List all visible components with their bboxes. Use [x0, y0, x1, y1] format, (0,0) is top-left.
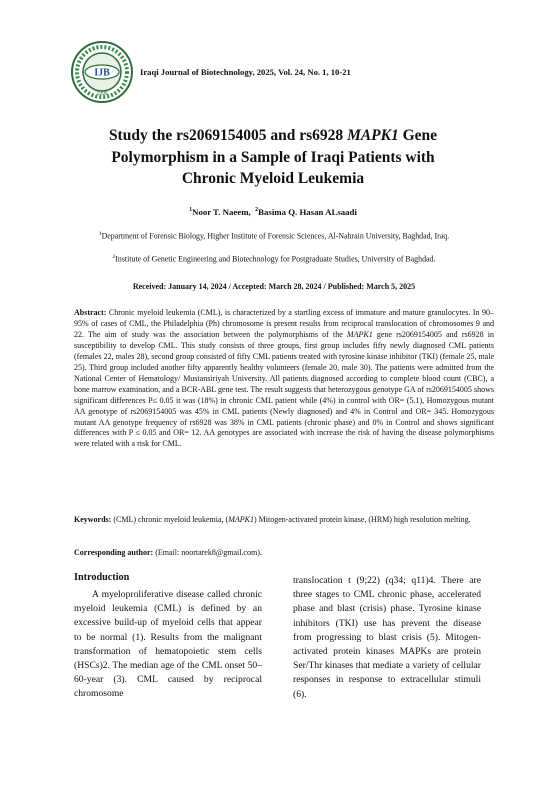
abstract-gene: MAPK1 [346, 329, 373, 339]
publication-dates: Received: January 14, 2024 / Accepted: March 28, 2024 / Published: March 5, 2025 [132, 282, 416, 291]
title-gene: MAPK1 [347, 127, 399, 144]
introduction-heading: Introduction [74, 572, 130, 583]
abstract-label: Abstract: [74, 308, 107, 317]
affiliation-1-mark: 1 [98, 231, 102, 237]
affiliation-1 [74, 229, 474, 242]
logo-text: IJB [94, 67, 110, 79]
keywords [74, 515, 494, 526]
corresponding-label: Corresponding author: [74, 548, 154, 557]
keywords-label: Keywords: [74, 515, 112, 524]
corresponding-email: (Email: noortarek8@gmail.com). [153, 548, 262, 557]
journal-citation: Iraqi Journal of Biotechnology, 2025, Vol. 24, No. 1, 10-21 [140, 67, 351, 77]
author2-name: Basima Q. Hasan ALsaadi [258, 207, 357, 217]
keywords-text-a: (CML) chronic myeloid leukemia, ( [111, 515, 229, 524]
introduction-left-text: A myeloproliferative disease called chronic myeloid leukemia (CML) is defined by an excessive build-up of myeloid cells that appear to be normal (1). Results from the malignant transformation of hematopoietic stem cells (HSCs)2. The median age of the CML onset 50–60-year (3). CML caused by reciprocal chromosome [74, 589, 262, 700]
affiliation-2-text: Institute of Genetic Engineering and Biotechnology for Postgraduate Studies, University of Baghdad. [115, 254, 436, 264]
journal-seal-icon [70, 40, 134, 104]
introduction-left-column [74, 588, 262, 702]
title-line3: Chronic Myeloid Leukemia [181, 170, 365, 187]
author1-name: Noor T. Naeem, [192, 207, 251, 217]
introduction-right-text: translocation t (9;22) (q34; q11)4. There are three stages to CML chronic phase, accelerated phase and blast (crisis) phase. Tyrosine kinase inhibitors (TKI) use has prevent the disease from progressing to blast crisis (5). Mitogen-activated protein kinases MAPKs are protein Ser/Thr kinases that mediate a variety of cellular responses in response to extracellular stimuli (6). [293, 575, 481, 700]
author1-affil-mark: 1 [189, 207, 193, 214]
title-line1-suffix: Gene [398, 127, 438, 144]
title-line1-prefix: Study the rs2069154005 and rs6928 [108, 127, 348, 144]
affiliation-2 [74, 252, 474, 265]
affiliation-2-mark: 2 [112, 254, 116, 260]
title-line2: Polymorphism in a Sample of Iraqi Patients with [111, 148, 435, 166]
abstract-text-2: gene rs2069154005 and rs6928 in susceptibility to develop CML. This study consists of three groups, first group includes fifty newly diagnosed CML patients (females 22, males 28), second group consisted of fifty CML patients treated with tyrosine kinase inhibitor (TKI) (female 25, male 25). Third group included another fifty apparently healthy volunteers (female 20, male 30). The patients were admitted from the National Center of Hematology/ Mustansiriyah University. All patients diagnosed according to complete blood count (CBC), a bone marrow examination, and a BCR-ABL gene test. The result suggests that heterozygous genotype GA of rs2069154005 shows significant differences P≤ 0.05 it was (18%) in chronic CML patient while (4%) in control with OR= (5.1), Homozygous mutant AA genotype of rs2069154005 was 45% in CML patients (Newly diagnosed) and 4% in Control and OR= 345. Homozygous mutant AA genotype frequency of rs6928 was 38% in CML patients (chronic phase) and 0% in Control and shows significant differences with P ≤ 0.05 and OR= 12. AA genotypes are associated with increase the risk of having the disease polymorphisms were related with a risk for CML. [74, 329, 494, 449]
abstract-text-1: Chronic myeloid leukemia (CML), is characterized by a startling excess of immature and mature granulocytes. In 90–95% of cases of CML, the Philadelphia (Ph) chromosome is present results from reciprocal translocation of chromosomes 9 and 22. The aim of study was the association between the polymorphisms of the [74, 308, 494, 339]
paper-title [50, 125, 496, 190]
abstract [74, 308, 494, 450]
corresponding-author [74, 548, 494, 557]
affiliation-1-text: Department of Forensic Biology, Higher Institute of Forensic Sciences, Al-Nahrain University, Baghdad, Iraq. [101, 231, 450, 241]
keywords-text-b: ) Mitogen-activated protein kinase, (HRM) high resolution melting. [253, 515, 471, 524]
introduction-right-column [293, 574, 481, 702]
author2-affil-mark: 2 [255, 207, 259, 214]
author-list [0, 207, 546, 217]
logo-year: 1999 [96, 91, 108, 97]
keywords-gene: MAPK1 [228, 515, 254, 524]
